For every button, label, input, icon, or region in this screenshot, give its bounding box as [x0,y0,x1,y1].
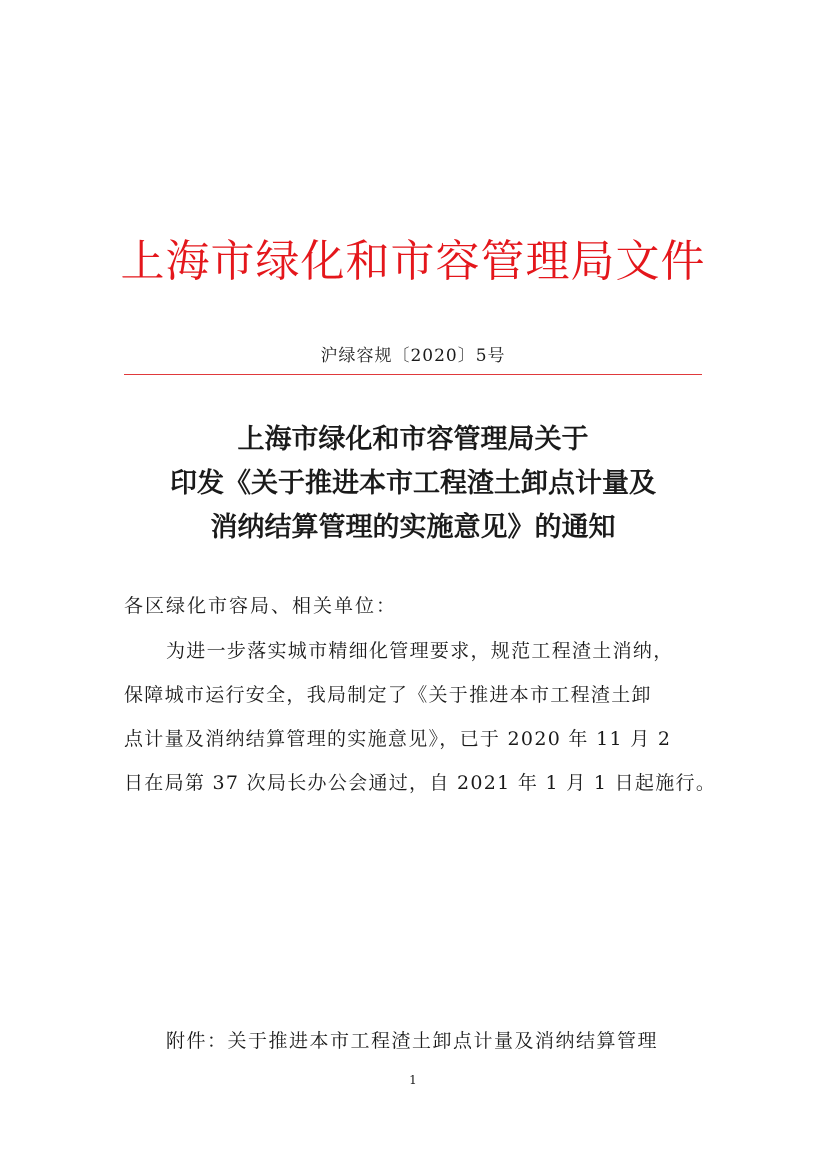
body-paragraph-line-1: 为进一步落实城市精细化管理要求，规范工程渣土消纳， [166,640,674,662]
notice-title-line-3: 消纳结算管理的实施意见》的通知 [210,512,616,543]
notice-title-line-2: 印发《关于推进本市工程渣土卸点计量及 [170,468,656,499]
document-number: 沪绿容规〔2020〕5号 [320,346,506,366]
red-separator-line [124,374,702,375]
notice-title [0,418,826,550]
body-paragraph-line-2: 保障城市运行安全，我局制定了《关于推进本市工程渣土卸 [124,684,652,706]
body-paragraph-line-4: 日在局第 37 次局长办公会通过，自 2021 年 1 月 1 日起施行。 [124,772,717,794]
issuing-authority-header: 上海市绿化和市容管理局文件 [120,236,706,287]
attachment-line: 附件：关于推进本市工程渣土卸点计量及消纳结算管理 [166,1030,659,1052]
body-paragraph-line-3: 点计量及消纳结算管理的实施意见》，已于 2020 年 11 月 2 [124,728,672,750]
page-number: 1 [409,1073,417,1087]
notice-title-line-1: 上海市绿化和市容管理局关于 [237,424,589,455]
salutation: 各区绿化市容局、相关单位： [124,595,398,617]
